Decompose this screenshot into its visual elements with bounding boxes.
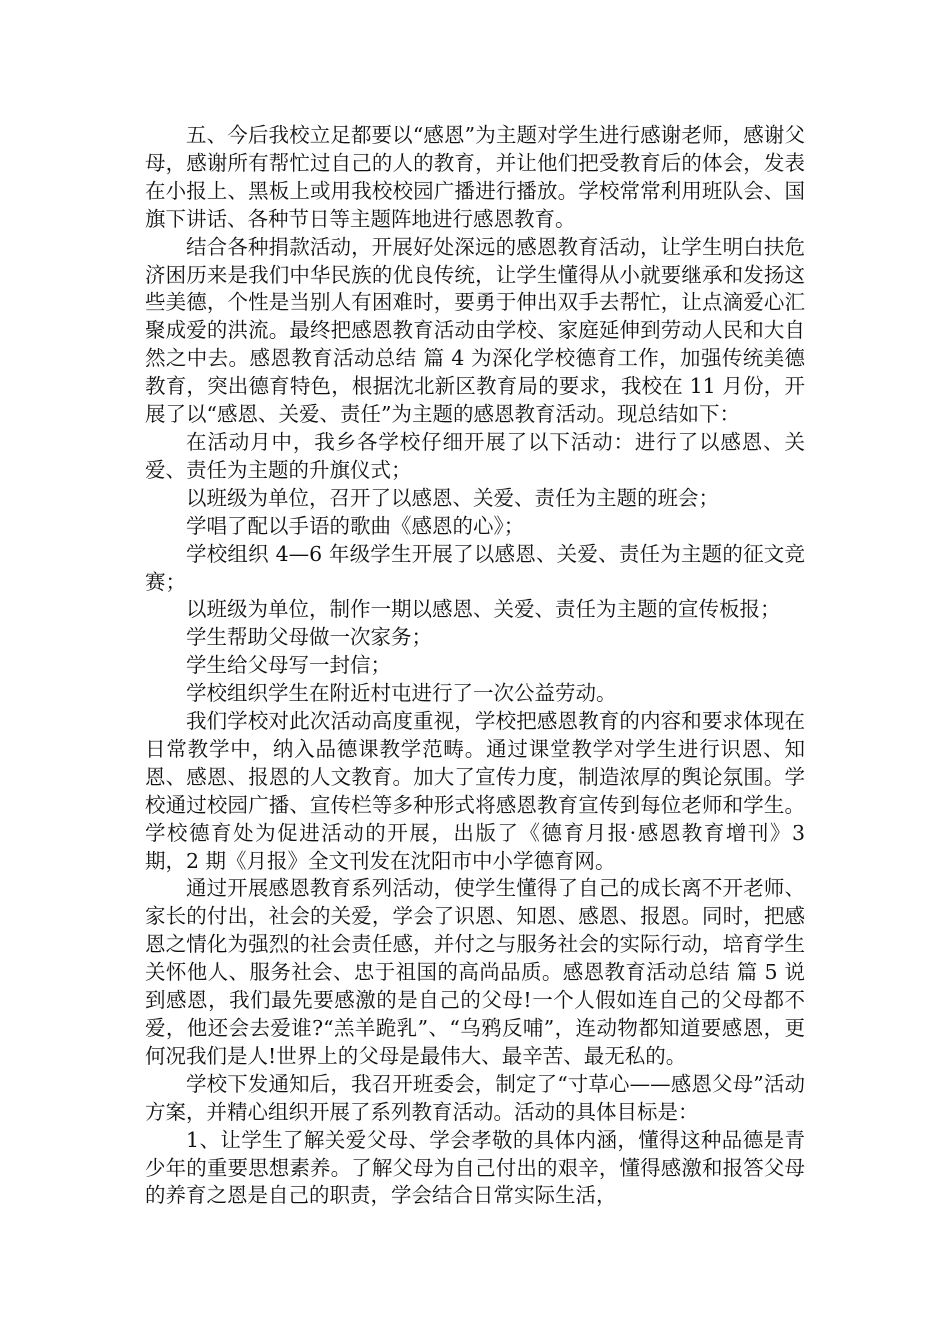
paragraph-3: 在活动月中，我乡各学校仔细开展了以下活动：进行了以感恩、关爱、责任为主题的升旗仪式； [145, 429, 805, 482]
paragraph-11: 我们学校对此次活动高度重视，学校把感恩教育的内容和要求体现在日常教学中，纳入品德课教学范畴。通过课堂教学对学生进行识恩、知恩、感恩、报恩的人文教育。加大了宣传力度，制造浓厚的舆论氛围。学校通过校园广播、宣传栏等多种形式将感恩教育宣传到每位老师和学生。学校德育处为促进活动的开展，出版了《德育月报·感恩教育增刊》3 期，2 期《月报》全文刊发在沈阳市中小学德育网。 [145, 709, 805, 873]
paragraph-14: 1、让学生了解关爱父母、学会孝敬的具体内涵，懂得这种品德是青少年的重要思想素养。了解父母为自己付出的艰辛，懂得感激和报答父母的养育之恩是自己的职责，学会结合日常实际生活， [145, 1127, 805, 1208]
paragraph-10: 学校组织学生在附近村屯进行了一次公益劳动。 [186, 681, 617, 706]
paragraph-5: 学唱了配以手语的歌曲《感恩的心》； [186, 513, 525, 538]
paragraph-6: 学校组织 4—6 年级学生开展了以感恩、关爱、责任为主题的征文竞赛； [145, 541, 805, 594]
paragraph-9: 学生给父母写一封信； [186, 653, 391, 678]
paragraph-2: 结合各种捐款活动，开展好处深远的感恩教育活动，让学生明白扶危济困历来是我们中华民族的优良传统，让学生懂得从小就要继承和发扬这些美德，个性是当别人有困难时，要勇于伸出双手去帮忙，让点滴爱心汇聚成爱的洪流。最终把感恩教育活动由学校、家庭延伸到劳动人民和大自然之中去。感恩教育活动总结 篇 4 为深化学校德育工作，加强传统美德教育，突出德育特色，根据沈北新区教育局的要求，我校在 11 月份，开展了以“感恩、关爱、责任”为主题的感恩教育活动。现总结如下： [145, 234, 805, 427]
document-page [145, 122, 805, 1210]
paragraph-8: 学生帮助父母做一次家务； [186, 625, 432, 650]
paragraph-12: 通过开展感恩教育系列活动，使学生懂得了自己的成长离不开老师、家长的付出，社会的关爱，学会了识恩、知恩、感恩、报恩。同时，把感恩之情化为强烈的社会责任感，并付之与服务社会的实际行动，培育学生关怀他人、服务社会、忠于祖国的高尚品质。感恩教育活动总结 篇 5 说到感恩，我们最先要感激的是自己的父母!一个人假如连自己的父母都不爱，他还会去爱谁?“羔羊跪乳”、“乌鸦反哺”，连动物都知道要感恩，更何况我们是人!世界上的父母是最伟大、最辛苦、最无私的。 [145, 876, 805, 1068]
paragraph-7: 以班级为单位，制作一期以感恩、关爱、责任为主题的宣传板报； [186, 597, 781, 622]
paragraph-4: 以班级为单位，召开了以感恩、关爱、责任为主题的班会； [186, 485, 719, 510]
paragraph-1: 五、今后我校立足都要以“感恩”为主题对学生进行感谢老师，感谢父母，感谢所有帮忙过自己的人的教育，并让他们把受教育后的体会，发表在小报上、黑板上或用我校校园广播进行播放。学校常常利用班队会、国旗下讲话、各种节日等主题阵地进行感恩教育。 [145, 123, 805, 231]
paragraph-13: 学校下发通知后，我召开班委会，制定了“寸草心——感恩父母”活动方案，并精心组织开展了系列教育活动。活动的具体目标是： [145, 1071, 805, 1124]
